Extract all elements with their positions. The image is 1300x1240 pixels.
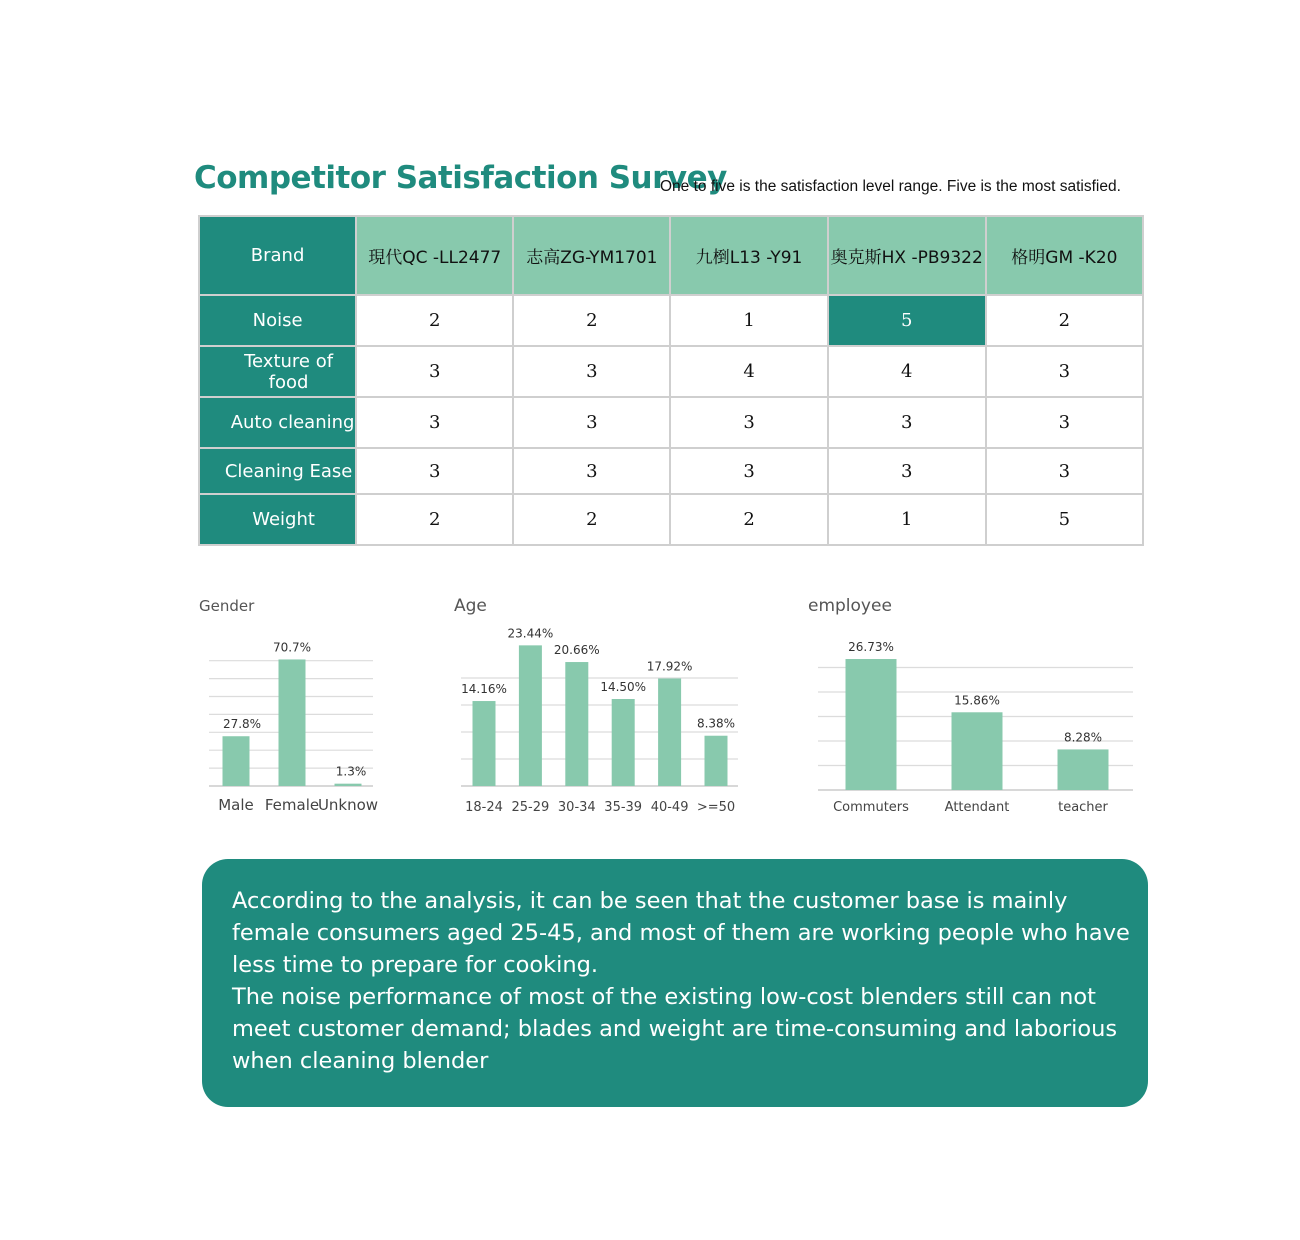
employee-bar <box>1058 749 1109 790</box>
table-cell: 3 <box>670 448 827 494</box>
age-bar <box>612 699 635 786</box>
employee-bar <box>846 659 897 790</box>
age-tick-label: >=50 <box>696 800 736 815</box>
age-bar <box>519 645 542 786</box>
table-cell: 2 <box>356 295 513 346</box>
age-tick-label: 30-34 <box>557 800 596 815</box>
table-cell: 3 <box>670 397 827 448</box>
row-header: Auto cleaning <box>199 397 356 448</box>
page-subtitle: One to five is the satisfaction level range. Five is the most satisfied. <box>660 178 1121 195</box>
employee-bar <box>952 712 1003 790</box>
age-data-label: 17.92% <box>646 659 693 674</box>
table-row <box>199 346 1143 397</box>
row-header: Cleaning Ease <box>199 448 356 494</box>
age-tick-label: 18-24 <box>465 800 503 815</box>
table-header-row <box>199 216 1143 295</box>
brand-header: 奥克斯HX -PB9322 <box>828 216 986 295</box>
brand-header: 現代QC -LL2477 <box>356 216 513 295</box>
row-header: Texture of food <box>199 346 356 397</box>
table-cell: 3 <box>986 397 1143 448</box>
gender-data-label: 27.8% <box>222 717 262 732</box>
table-cell: 3 <box>828 448 986 494</box>
brand-header: 志高ZG-YM1701 <box>513 216 670 295</box>
table-cell: 2 <box>356 494 513 545</box>
table-cell: 3 <box>356 346 513 397</box>
brand-header: 九椡L13 -Y91 <box>670 216 827 295</box>
gender-data-label: 70.7% <box>272 640 312 655</box>
table-cell: 3 <box>986 448 1143 494</box>
employee-data-label: 26.73% <box>848 640 894 655</box>
table-cell: 1 <box>670 295 827 346</box>
age-bar <box>705 736 728 786</box>
analysis-paragraph: According to the analysis, it can be seen that the customer base is mainly female consumers aged 25-45, and most of them are working people who have less time to prepare for cooking. <box>232 888 1130 978</box>
table-cell: 2 <box>670 494 827 545</box>
age-tick-label: 35-39 <box>604 800 643 815</box>
gender-bar <box>335 784 362 786</box>
table-cell: 3 <box>356 397 513 448</box>
gender-chart-title: Gender <box>199 597 255 615</box>
age-bar <box>473 701 496 786</box>
table-row <box>199 295 1143 346</box>
age-data-label: 8.38% <box>696 716 736 731</box>
gender-data-label: 1.3% <box>335 764 367 779</box>
age-data-label: 14.16% <box>461 682 507 697</box>
gender-tick-label: Male <box>218 796 254 814</box>
table-cell: 3 <box>828 397 986 448</box>
table-row <box>199 494 1143 545</box>
table-cell: 3 <box>513 346 670 397</box>
table-cell: 3 <box>356 448 513 494</box>
employee-chart-title: employee <box>808 596 892 616</box>
page-title: Competitor Satisfaction Survey <box>194 160 727 196</box>
gender-bar <box>223 736 250 786</box>
table-cell: 4 <box>828 346 986 397</box>
satisfaction-table <box>198 215 1144 546</box>
analysis-paragraph: The noise performance of most of the existing low-cost blenders still can not meet customer demand; blades and weight are time-consuming and laborious when cleaning blender <box>232 984 1118 1074</box>
employee-tick-label: Attendant <box>944 800 1010 815</box>
table-row <box>199 448 1143 494</box>
table-cell: 2 <box>513 295 670 346</box>
table-cell: 2 <box>513 494 670 545</box>
row-header: Weight <box>199 494 356 545</box>
table-cell: 5 <box>986 494 1143 545</box>
brand-header: 格明GM -K20 <box>986 216 1143 295</box>
employee-tick-label: teacher <box>1058 800 1108 815</box>
table-row <box>199 397 1143 448</box>
gender-tick-label: Unknow <box>317 796 379 814</box>
gender-bar <box>279 659 306 786</box>
table-cell: 4 <box>670 346 827 397</box>
analysis-box <box>202 859 1148 1107</box>
row-header: Noise <box>199 295 356 346</box>
employee-tick-label: Commuters <box>833 800 909 815</box>
age-bar <box>565 662 588 786</box>
age-bar <box>658 678 681 786</box>
employee-data-label: 8.28% <box>1063 730 1103 745</box>
table-cell-highlighted: 5 <box>828 295 986 346</box>
age-chart-title: Age <box>454 596 487 616</box>
age-data-label: 20.66% <box>553 643 600 658</box>
age-tick-label: 25-29 <box>511 800 550 815</box>
table-cell: 2 <box>986 295 1143 346</box>
table-cell: 3 <box>986 346 1143 397</box>
age-data-label: 23.44% <box>507 626 554 641</box>
employee-data-label: 15.86% <box>954 693 1000 708</box>
age-data-label: 14.50% <box>600 680 647 694</box>
table-corner-header: Brand <box>199 216 356 295</box>
gender-tick-label: Female <box>264 796 320 814</box>
table-cell: 3 <box>513 448 670 494</box>
table-cell: 1 <box>828 494 986 545</box>
table-cell: 3 <box>513 397 670 448</box>
age-tick-label: 40-49 <box>650 800 689 815</box>
